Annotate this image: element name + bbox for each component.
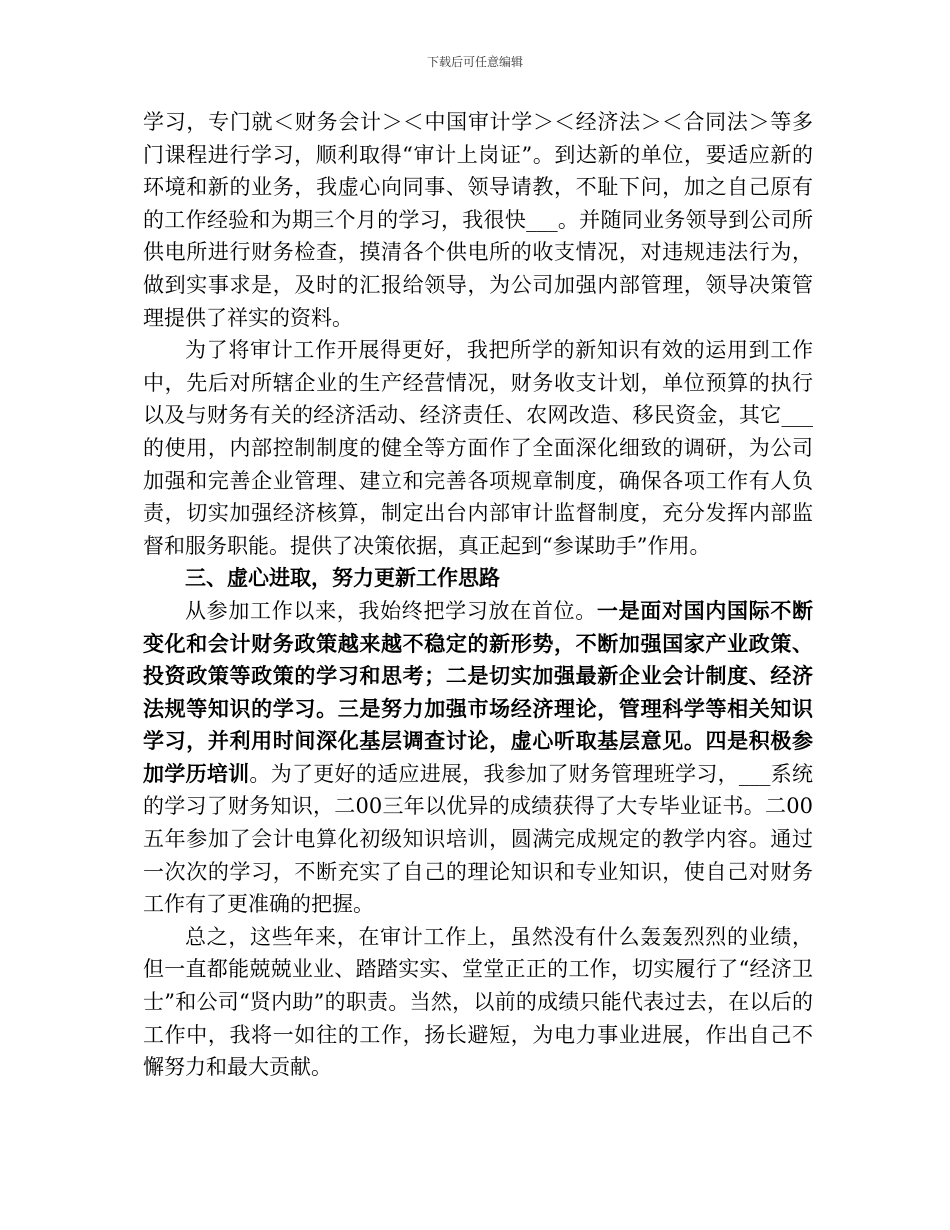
document-body bbox=[143, 106, 813, 1084]
paragraph-audit-work: 为了将审计工作开展得更好，我把所学的新知识有效的运用到工作中，先后对所辖企业的生产经营情况，财务收支计划，单位预算的执行以及与财务有关的经济活动、经济责任、农网改造、移民资金，其它___的使用，内部控制制度的健全等方面作了全面深化细致的调研，为公司加强和完善企业管理、建立和完善各项规章制度，确保各项工作有人负责，切实加强经济核算，制定出台内部审计监督制度，充分发挥内部监督和服务职能。提供了决策依据，真正起到“参谋助手”作用。 bbox=[143, 338, 813, 558]
learning-rest-text: 。为了更好的适应进展，我参加了财务管理班学习，___系统的学习了财务知识，二00三年以优异的成绩获得了大专毕业证书。二00五年参加了会计电算化初级知识培训，圆满完成规定的教学内容。通过一次次的学习，不断充实了自己的理论知识和专业知识，使自己对财务工作有了更准确的把握。 bbox=[143, 761, 814, 917]
learning-bold-text: 一是面对国内国际不断变化和会计财务政策越来越不稳定的新形势，不断加强国家产业政策、投资政策等政策的学习和思考；二是切实加强最新企业会计制度、经济法规等知识的学习。三是努力加强市场经济理论，管理科学等相关知识学习，并利用时间深化基层调查讨论，虚心听取基层意见。四是积极参加学历培训 bbox=[143, 597, 814, 786]
paragraph-study-continuation: 学习，专门就＜财务会计＞＜中国审计学＞＜经济法＞＜合同法＞等多门课程进行学习，顺利取得“审计上岗证”。到达新的单位，要适应新的环境和新的业务，我虚心向同事、领导请教，不耻下问，加之自己原有的工作经验和为期三个月的学习，我很快___。并随同业务领导到公司所供电所进行财务检查，摸清各个供电所的收支情况，对违规违法行为，做到实事求是，及时的汇报给领导，为公司加强内部管理，领导决策管理提供了祥实的资料。 bbox=[143, 110, 813, 330]
paragraph-summary: 总之，这些年来，在审计工作上，虽然没有什么轰轰烈烈的业绩，但一直都能兢兢业业、踏踏实实、堂堂正正的工作，切实履行了“经济卫士”和公司“贤内助”的职责。当然，以前的成绩只能代表过去，在以后的工作中，我将一如往的工作，扬长避短，为电力事业进展，作出自己不懈努力和最大贡献。 bbox=[143, 924, 813, 1080]
page-header: 下载后可任意编辑 bbox=[426, 55, 523, 69]
learning-intro-text: 从参加工作以来，我始终把学习放在首位。 bbox=[185, 598, 597, 623]
section-heading-3: 三、虚心进取，努力更新工作思路 bbox=[185, 565, 500, 591]
paragraph-learning bbox=[143, 595, 813, 921]
